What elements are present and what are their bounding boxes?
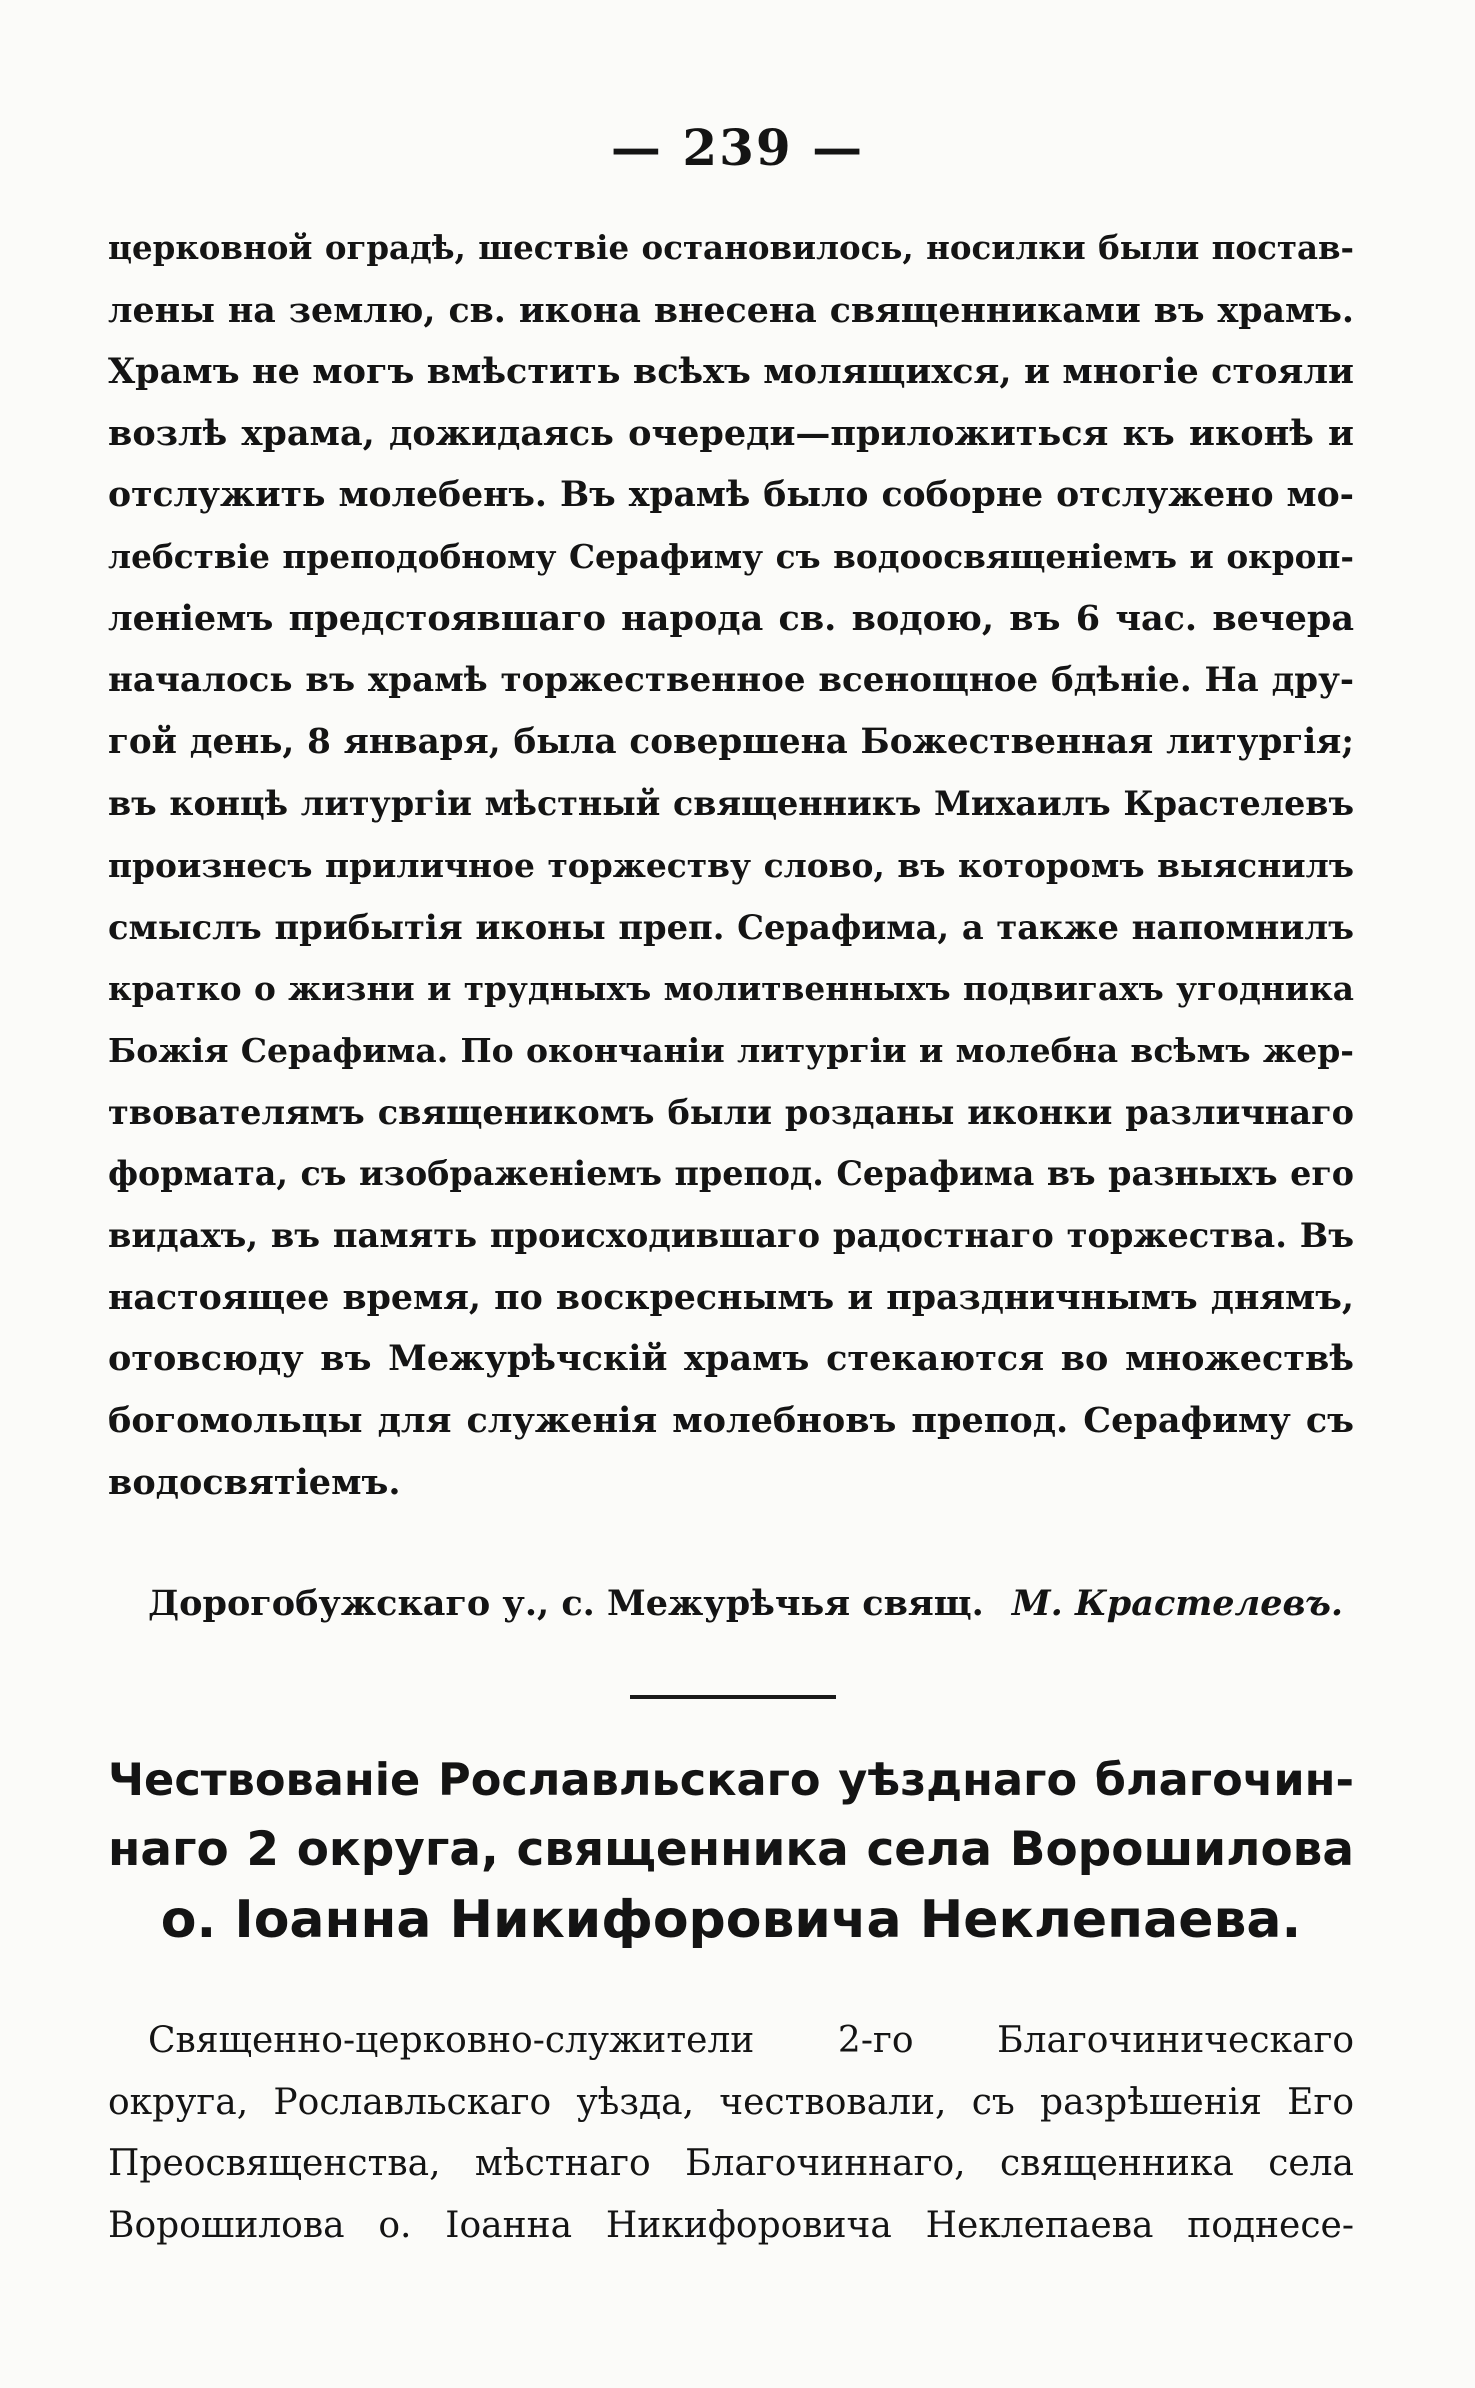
signature-place: Дорогобужскаго у., с. Межурѣчья свящ.: [148, 1583, 984, 1624]
article-heading: [108, 1745, 1354, 1955]
text-line: гой день, 8 января, была совершена Божественная литургія;: [108, 721, 1354, 762]
text-line: богомольцы для служенія молебновъ препод. Серафиму съ: [108, 1400, 1354, 1442]
signature-author: М. Крастелевъ.: [1011, 1583, 1344, 1624]
text-line: смыслъ прибытія иконы преп. Серафима, а также напомнилъ: [108, 906, 1354, 947]
text-line: отовсюду въ Межурѣчскій храмъ стекаются во множествѣ: [108, 1338, 1354, 1380]
text-line: Храмъ не могъ вмѣстить всѣхъ молящихся, и многіе стояли: [108, 351, 1354, 393]
text-line: Божія Серафима. По окончаніи литургіи и молебна всѣмъ жер-: [108, 1030, 1354, 1070]
article-paragraph: [108, 2010, 1354, 2256]
text-line: лены на землю, св. икона внесена священниками въ храмъ.: [108, 289, 1354, 331]
section-divider: [630, 1695, 836, 1699]
text-line: церковной оградѣ, шествіе остановилось, носилки были постав-: [108, 229, 1354, 267]
page-number: — 239 —: [610, 118, 865, 177]
text-line: твователямъ священикомъ были розданы иконки различнаго: [108, 1092, 1354, 1132]
text-line: отслужить молебенъ. Въ храмѣ было соборне отслужено мо-: [108, 474, 1354, 515]
signature-line: [148, 1583, 1344, 1624]
text-line: лебствіе преподобному Серафиму съ водоосвященіемъ и окроп-: [108, 537, 1354, 577]
text-line: округа, Рославльскаго уѣзда, чествовали, съ разрѣшенія Его: [108, 2081, 1354, 2123]
text-line: Преосвященства, мѣстнаго Благочиннаго, священника села: [108, 2143, 1354, 2184]
text-line: Ворошилова о. Іоанна Никифоровича Неклепаева поднесе-: [108, 2204, 1354, 2246]
text-line: Священно-церковно-служители 2-го Благочиническаго: [148, 2020, 1354, 2061]
heading-line: наго 2 округа, священника села Ворошилова: [108, 1822, 1354, 1877]
text-line: началось въ храмѣ торжественное всенощное бдѣніе. На дру-: [108, 659, 1354, 700]
text-line: произнесъ приличное торжеству слово, въ которомъ выяснилъ: [108, 845, 1354, 885]
text-line: настоящее время, по воскреснымъ и праздничнымъ днямъ,: [108, 1276, 1354, 1318]
text-line: леніемъ предстоявшаго народа св. водою, въ 6 час. вечера: [108, 598, 1354, 640]
text-line: возлѣ храма, дожидаясь очереди—приложиться къ иконѣ и: [108, 413, 1354, 455]
text-line: водосвятіемъ.: [108, 1461, 401, 1503]
text-line: кратко о жизни и трудныхъ молитвенныхъ подвигахъ угодника: [108, 969, 1354, 1009]
text-line: видахъ, въ память происходившаго радостнаго торжества. Въ: [108, 1215, 1354, 1255]
heading-line: Чествованіе Рославльскаго уѣзднаго благочин-: [108, 1754, 1354, 1806]
heading-line: о. Іоанна Никифоровича Неклепаева.: [160, 1890, 1302, 1950]
text-line: въ концѣ литургіи мѣстный священникъ Михаилъ Крастелевъ: [108, 784, 1354, 824]
main-paragraph: [108, 218, 1354, 1513]
text-line: формата, съ изображеніемъ препод. Серафима въ разныхъ его: [108, 1154, 1354, 1194]
